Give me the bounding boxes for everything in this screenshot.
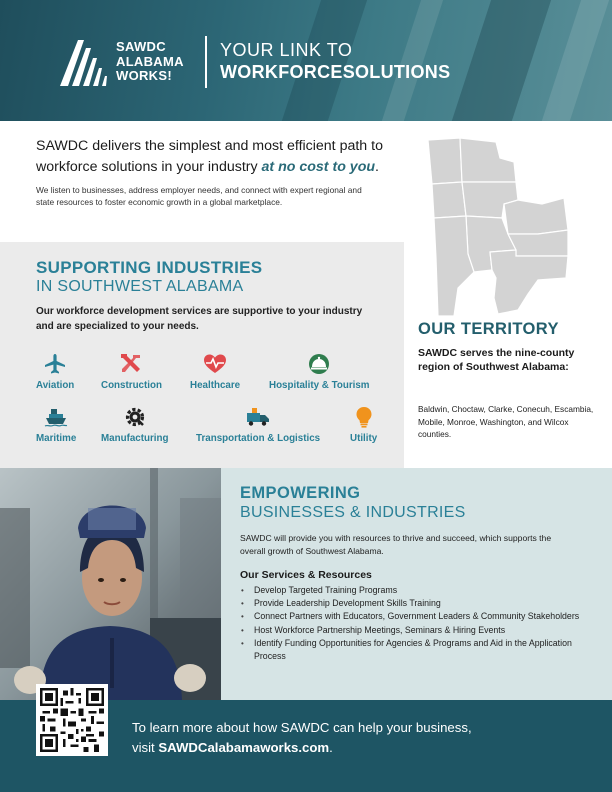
services-list-item: • Identify Funding Opportunities for Agencies & Programs and Aid in the Application Process	[240, 637, 580, 663]
footer-prefix: visit	[132, 740, 159, 755]
serving-dish-icon	[307, 352, 331, 376]
services-list-item: • Provide Leadership Development Skills Training	[240, 597, 580, 610]
industry-manufacturing	[101, 405, 169, 444]
logo-line: WORKS!	[116, 68, 172, 83]
industry-label: Healthcare	[190, 380, 241, 391]
gear-wrench-icon	[123, 405, 147, 429]
website-link[interactable]: SAWDCalabamaworks.com	[158, 740, 330, 755]
industry-hospitality	[269, 352, 370, 391]
intro-accent: at no cost to you	[261, 159, 376, 175]
territory-lead: SAWDC serves the nine-county region of Southwest Alabama:	[418, 347, 575, 373]
services-list-item: • Host Workforce Partnership Meetings, Seminars & Hiring Events	[240, 624, 580, 637]
lightbulb-icon	[352, 405, 376, 429]
footer-line2	[132, 740, 333, 755]
industry-healthcare	[190, 352, 240, 391]
footer-line1: To learn more about how SAWDC can help your business,	[132, 720, 472, 735]
welder-photo	[0, 468, 221, 700]
services-list-item: • Develop Targeted Training Programs	[240, 584, 580, 597]
territory-counties: Baldwin, Choctaw, Clarke, Conecuh, Escambia, Mobile, Monroe, Washington, and Wilcox counties.	[418, 404, 594, 439]
territory-map	[418, 138, 578, 318]
tagline-line2: WORKFORCESOLUTIONS	[220, 62, 451, 82]
qr-code[interactable]	[36, 684, 108, 756]
intro-lead-end: .	[375, 159, 379, 175]
services-list	[240, 584, 580, 663]
industry-label: Hospitality & Tourism	[269, 380, 370, 391]
intro-lead	[36, 136, 406, 178]
sawdc-logo-icon	[60, 40, 110, 86]
tools-icon	[119, 352, 143, 376]
footer-suffix: .	[329, 740, 333, 755]
services-list-item: • Connect Partners with Educators, Government Leaders & Community Stakeholders	[240, 610, 580, 623]
tagline-line1: YOUR LINK TO	[220, 40, 353, 60]
heart-pulse-icon	[203, 352, 227, 376]
empowering-title: EMPOWERING	[240, 484, 361, 502]
industry-utility	[350, 405, 377, 444]
industry-label: Construction	[101, 380, 162, 391]
empowering-subtitle: BUSINESSES & INDUSTRIES	[240, 504, 466, 521]
industry-label: Utility	[350, 433, 378, 444]
industry-label: Transportation & Logistics	[196, 433, 321, 444]
industry-label: Maritime	[36, 433, 77, 444]
qr-code-icon	[40, 688, 104, 752]
industries-subtitle: IN SOUTHWEST ALABAMA	[36, 278, 244, 295]
truck-icon	[246, 405, 270, 429]
header-divider	[205, 36, 207, 88]
industry-construction	[101, 352, 162, 391]
intro-lead-text: SAWDC delivers the simplest and most efficient path to workforce solutions in your industry	[36, 138, 383, 175]
intro-body: We listen to businesses, address employer needs, and connect with expert regional and state resources to foster economic growth in a global marketplace.	[36, 185, 362, 207]
decorative-stripe	[442, 0, 557, 121]
logo-line: ALABAMA	[116, 53, 184, 69]
empowering-description: SAWDC will provide you with resources to thrive and succeed, which supports the overall growth of Southwest Alabama.	[240, 533, 552, 556]
logo-wordmark	[116, 40, 184, 84]
ship-icon	[44, 405, 68, 429]
industries-description: Our workforce development services are supportive to your industry and are specialized to your needs.	[36, 306, 363, 332]
header-banner	[0, 0, 612, 121]
decorative-stripe	[372, 0, 449, 121]
industry-label: Manufacturing	[101, 433, 169, 444]
industry-label: Aviation	[36, 380, 75, 391]
industry-aviation	[36, 352, 74, 391]
territory-title: OUR TERRITORY	[418, 320, 559, 338]
airplane-icon	[43, 352, 67, 376]
industry-transportation	[196, 405, 320, 444]
services-title: Our Services & Resources	[240, 569, 372, 581]
industry-maritime	[36, 405, 76, 444]
industries-title: SUPPORTING INDUSTRIES	[36, 258, 263, 277]
logo-line: SAWDC	[116, 39, 166, 54]
